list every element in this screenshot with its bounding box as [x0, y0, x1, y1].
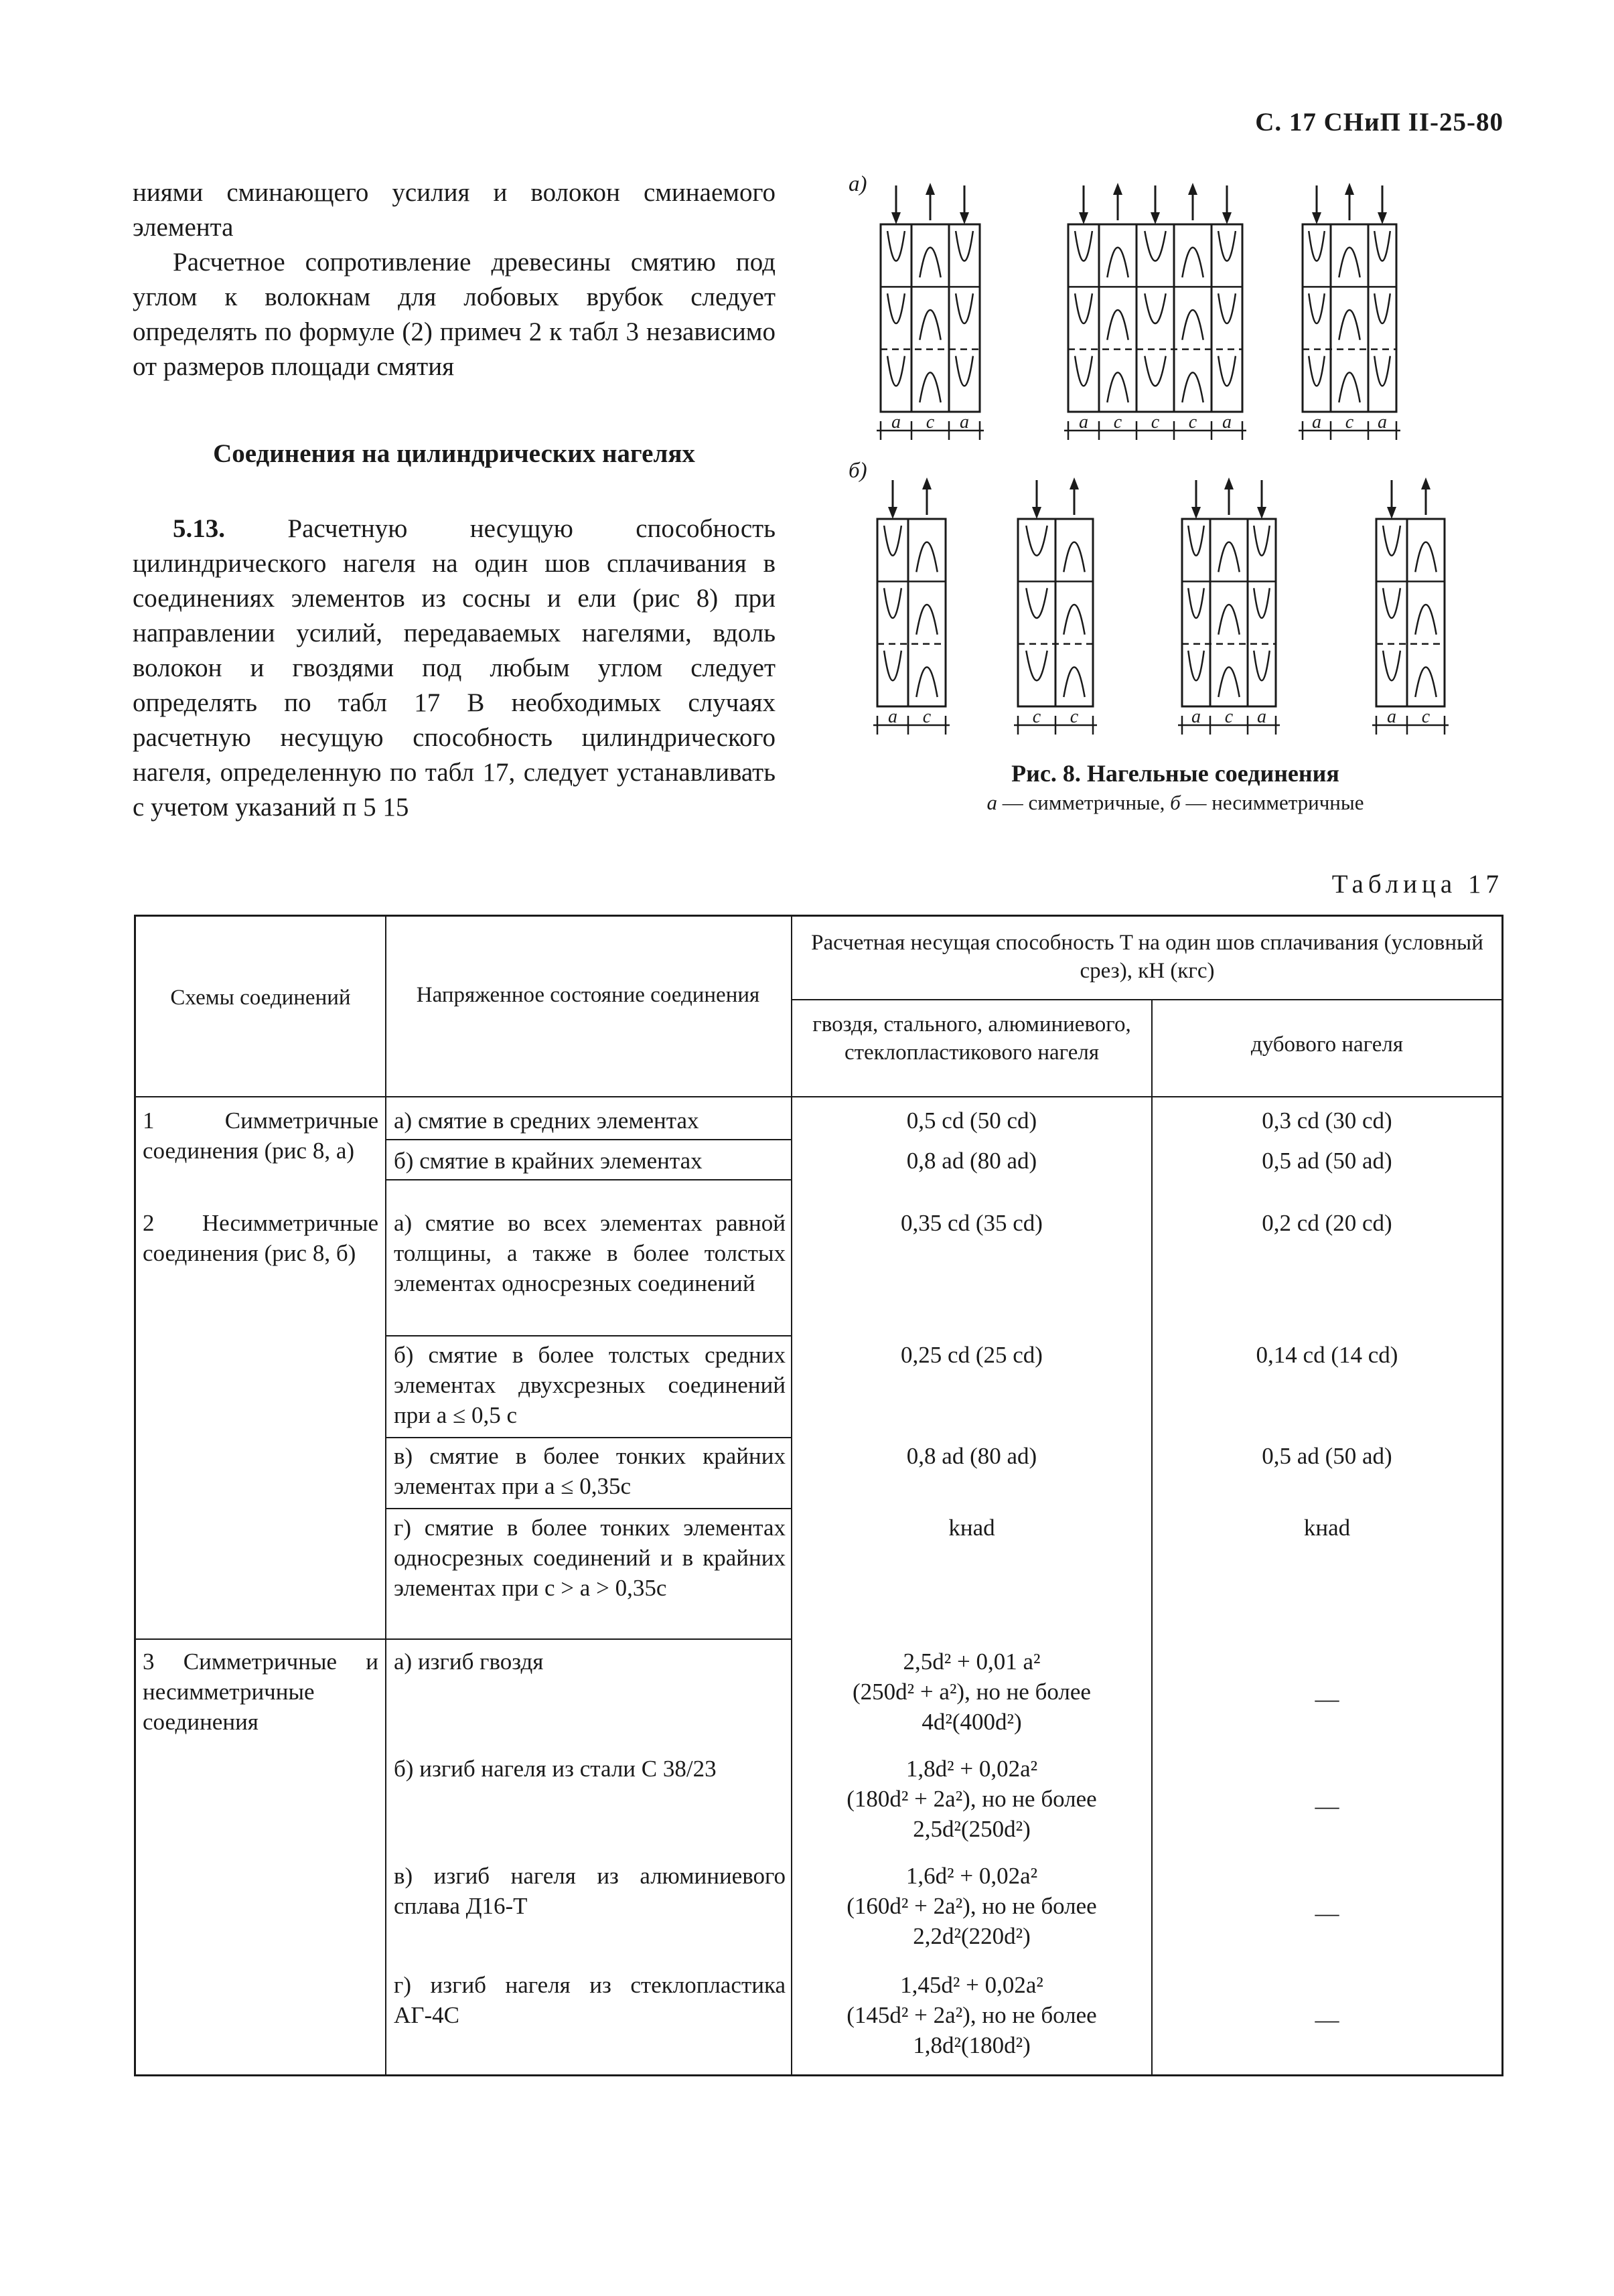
- dowel-curve: [1075, 356, 1092, 386]
- header-capacity-text: Расчетная несущая способность T на один шов сплачивания (условный срез), кН (кгс): [811, 931, 1483, 983]
- dimension-label: c: [922, 706, 932, 727]
- dowel-curve: [1218, 542, 1239, 572]
- dowel-curve: [887, 231, 905, 261]
- state-g2-d: г) смятие в более тонких элементах односрезных соединений и в крайних элементах при c > a > 0,35c: [394, 1515, 786, 1601]
- caption-text-a: — симметричные,: [997, 791, 1171, 814]
- dimension-label: a: [960, 412, 969, 433]
- dowel-curve: [920, 372, 940, 402]
- dowel-curve: [1218, 356, 1236, 386]
- steel-g3-a-line1: 2,5d² + 0,01 a²: [903, 1649, 1041, 1675]
- steel-g3-c-line2: (160d² + 2a²), но не более: [847, 1893, 1097, 1919]
- steel-g3-d-line3: 1,8d²(180d²): [913, 2032, 1031, 2058]
- dimension-label: a: [1312, 412, 1321, 433]
- dowel-curve: [1309, 356, 1325, 386]
- force-arrow-head: [1421, 477, 1430, 489]
- force-arrow-head: [922, 477, 932, 489]
- state-g2-a: а) смятие во всех элементах равной толщины, а также в более толстых элементах односрезных соединений: [394, 1210, 786, 1296]
- state-g3-c: в) изгиб нагеля из алюминиевого сплава Д16-Т: [394, 1863, 786, 1919]
- steel-g2-b: 0,25 cd (25 cd): [901, 1342, 1043, 1368]
- dowel-curve: [1107, 310, 1128, 340]
- caption-text-b: — несимметричные: [1180, 791, 1364, 814]
- row-separator: [385, 1335, 791, 1336]
- steel-g3-a-line2: (250d² + a²), но не более: [853, 1679, 1091, 1705]
- figure-caption: [840, 758, 1510, 817]
- header-oak-dowel: дубового нагеля: [1250, 1032, 1404, 1057]
- force-arrow-head: [1222, 212, 1232, 224]
- force-arrow-head: [1151, 212, 1160, 224]
- dowel-curve: [1063, 667, 1084, 697]
- steel-g3-b-line1: 1,8d² + 0,02a²: [905, 1756, 1038, 1782]
- dowel-curve: [1107, 372, 1128, 402]
- dowel-curve: [884, 588, 901, 618]
- panel-a-label: а): [849, 172, 867, 196]
- panel-b-label: б): [849, 459, 867, 483]
- steel-g3-a-line3: 4d²(400d²): [922, 1709, 1022, 1735]
- row-separator: [385, 1179, 791, 1180]
- dowel-curve: [1254, 526, 1270, 556]
- dowel-curve: [1254, 588, 1270, 618]
- dimension-label: c: [1070, 706, 1079, 727]
- dowel-curve: [884, 651, 901, 681]
- steel-g3-b: [799, 1754, 1145, 1844]
- scheme-sym-asym: 3 Симметричные и несимметричные соединения: [143, 1649, 378, 1735]
- steel-g3-c-line1: 1,6d² + 0,02a²: [905, 1863, 1038, 1889]
- force-arrow-head: [1257, 507, 1266, 519]
- dimension-label: a: [1222, 412, 1232, 433]
- dowel-curve: [1309, 293, 1325, 323]
- dowel-curve: [1026, 651, 1047, 681]
- table-header-bottom: [136, 1096, 1501, 1097]
- force-arrow-head: [1312, 212, 1321, 224]
- dowel-curve: [1339, 372, 1360, 402]
- dimension-label: a: [888, 706, 897, 727]
- force-arrow-head: [1032, 507, 1041, 519]
- force-arrow-head: [888, 507, 897, 519]
- oak-g2-d: kнad: [1303, 1515, 1351, 1541]
- dowel-curve: [884, 526, 901, 556]
- row-separator: [385, 1508, 791, 1509]
- caption-letter-b: б: [1170, 791, 1181, 814]
- dowel-curve: [1063, 605, 1084, 635]
- header-steel-dowel: гвоздя, стального, алюминиевого, стеклопластикового нагеля: [812, 1012, 1131, 1065]
- force-arrow-head: [1079, 212, 1088, 224]
- dimension-label: c: [1188, 412, 1197, 433]
- dowel-curve: [956, 293, 973, 323]
- dowel-curve: [887, 293, 905, 323]
- figure-8-dowel-joints: [840, 171, 1510, 760]
- dowel-curve: [887, 356, 905, 386]
- table-col-divider: [385, 917, 386, 2074]
- dowel-curve: [1026, 526, 1047, 556]
- dimension-label: c: [926, 412, 935, 433]
- oak-g3-c: —: [1315, 1900, 1339, 1926]
- state-g3-b: б) изгиб нагеля из стали С 38/23: [394, 1756, 717, 1782]
- dowel-curve: [1145, 293, 1165, 323]
- dowel-curve: [1383, 651, 1400, 681]
- force-arrow-head: [1387, 507, 1396, 519]
- dowel-curve: [1383, 588, 1400, 618]
- steel-g2-c: 0,8 ad (80 ad): [906, 1443, 1037, 1469]
- figure-caption-subtitle: [840, 789, 1510, 817]
- dowel-curve: [1218, 605, 1239, 635]
- dimension-label: a: [891, 412, 901, 433]
- dowel-curve: [916, 542, 937, 572]
- dimension-label: c: [1421, 706, 1430, 727]
- dowel-curve: [1374, 356, 1390, 386]
- force-arrow-head: [1191, 507, 1201, 519]
- dimension-label: c: [1224, 706, 1234, 727]
- dimension-label: a: [1378, 412, 1387, 433]
- dowel-curve: [1182, 372, 1203, 402]
- paragraph-bearing-resistance: Расчетное сопротивление древесины смятию под углом к волокнам для лобовых врубок следует определять по формуле (2) примеч 2 к табл 3 независимо от размеров площади смятия: [133, 248, 776, 381]
- table-col-divider: [791, 917, 792, 2074]
- figure-caption-title: Рис. 8. Нагельные соединения: [1011, 760, 1339, 787]
- oak-g1-b: 0,5 ad (50 ad): [1262, 1148, 1392, 1174]
- dowel-curve: [1145, 356, 1165, 386]
- dimension-label: c: [1151, 412, 1160, 433]
- dowel-curve: [1339, 248, 1360, 278]
- figure-drawing: [840, 171, 1510, 760]
- row-separator: [385, 1139, 791, 1140]
- dowel-curve: [1145, 231, 1165, 261]
- dowel-curve: [1218, 231, 1236, 261]
- table-label: Таблица 17: [1331, 870, 1503, 899]
- dowel-curve: [1063, 542, 1084, 572]
- dowel-curve: [956, 231, 973, 261]
- steel-g3-c: [799, 1861, 1145, 1951]
- dowel-curve: [1188, 651, 1204, 681]
- dimension-label: a: [1191, 706, 1201, 727]
- force-arrow-head: [1188, 183, 1197, 195]
- dowel-curve: [916, 605, 937, 635]
- force-arrow-head: [1113, 183, 1122, 195]
- clause-5-13: [133, 512, 776, 825]
- dowel-curve: [1218, 293, 1236, 323]
- table-col-divider: [1151, 1000, 1153, 2074]
- steel-g1-b: 0,8 ad (80 ad): [906, 1148, 1037, 1174]
- dowel-curve: [920, 248, 940, 278]
- state-g1-b: б) смятие в крайних элементах: [394, 1148, 703, 1174]
- dowel-curve: [1374, 293, 1390, 323]
- steel-g3-c-line3: 2,2d²(220d²): [913, 1923, 1031, 1949]
- oak-g2-a: 0,2 cd (20 cd): [1262, 1210, 1392, 1236]
- dowel-curve: [1075, 293, 1092, 323]
- steel-g2-a: 0,35 cd (35 cd): [901, 1210, 1043, 1236]
- clause-number: 5.13.: [173, 514, 225, 543]
- joint-outline: [881, 224, 980, 412]
- joint-outline: [1303, 224, 1396, 412]
- dowel-curve: [1182, 310, 1203, 340]
- oak-g1-a: 0,3 cd (30 cd): [1262, 1107, 1392, 1134]
- dowel-curve: [1075, 231, 1092, 261]
- steel-g3-d-line2: (145d² + 2a²), но не более: [847, 2002, 1097, 2028]
- oak-g2-b: 0,14 cd (14 cd): [1256, 1342, 1398, 1368]
- clause-text: Расчетную несущую способность цилиндрического нагеля на один шов сплачивания в соединениях элементов из сосны и ели (рис 8) при направлении усилий, передаваемых нагелями, вдоль волокон и гвоздями под любым углом следует определять по табл 17 В необходимых случаях расчетную несущую способность цилиндрического нагеля, определенную по табл 17, следует устанавливать с учетом указаний п 5 15: [133, 514, 776, 822]
- dowel-curve: [1383, 526, 1400, 556]
- state-g3-a: а) изгиб гвоздя: [394, 1649, 544, 1675]
- running-header: С. 17 СНиП II-25-80: [1255, 108, 1503, 137]
- dowel-curve: [1309, 231, 1325, 261]
- force-arrow-head: [926, 183, 935, 195]
- force-arrow-head: [1070, 477, 1079, 489]
- caption-letter-a: а: [986, 791, 997, 814]
- dowel-curve: [1374, 231, 1390, 261]
- dowel-curve: [1339, 310, 1360, 340]
- joint-outline: [1182, 519, 1276, 706]
- oak-g3-d: —: [1315, 2006, 1339, 2033]
- force-arrow-head: [960, 212, 969, 224]
- state-g2-b: б) смятие в более толстых средних элементах двухсрезных соединений при a ≤ 0,5 c: [394, 1342, 786, 1428]
- force-arrow-head: [1345, 183, 1354, 195]
- table-17: [134, 915, 1503, 2076]
- state-g3-d: г) изгиб нагеля из стеклопластика АГ-4С: [394, 1972, 786, 2028]
- group-separator: [136, 1638, 791, 1640]
- dowel-curve: [1415, 542, 1436, 572]
- dimension-label: a: [1387, 706, 1396, 727]
- dimension-label: a: [1079, 412, 1088, 433]
- steel-g3-b-line2: (180d² + 2a²), но не более: [847, 1786, 1097, 1812]
- row-separator: [385, 1437, 791, 1438]
- oak-g3-b: —: [1315, 1792, 1339, 1819]
- dowel-curve: [956, 356, 973, 386]
- state-g2-c: в) смятие в более тонких крайних элементах при a ≤ 0,35c: [394, 1443, 786, 1499]
- steel-g1-a: 0,5 cd (50 cd): [906, 1107, 1037, 1134]
- dowel-curve: [1188, 526, 1204, 556]
- table-header-divider: [791, 999, 1501, 1000]
- dowel-curve: [1218, 667, 1239, 697]
- oak-g2-c: 0,5 ad (50 ad): [1262, 1443, 1392, 1469]
- dowel-curve: [1107, 248, 1128, 278]
- left-column: [133, 175, 776, 825]
- force-arrow-head: [1378, 212, 1387, 224]
- paragraph-continuation: ниями сминающего усилия и волокон сминаемого элемента: [133, 178, 776, 242]
- header-capacity-group: [799, 929, 1495, 985]
- header-schemes: Схемы соединений: [170, 986, 351, 1010]
- dowel-curve: [920, 310, 940, 340]
- joint-outline: [1068, 224, 1242, 412]
- section-heading: Соединения на цилиндрических нагелях: [213, 439, 695, 468]
- scheme-asymmetric: 2 Несимметричные соединения (рис 8, б): [143, 1210, 378, 1266]
- scheme-symmetric: 1 Симметричные соединения (рис 8, а): [143, 1107, 378, 1164]
- steel-g2-d: kнad: [948, 1515, 995, 1541]
- dowel-curve: [1188, 588, 1204, 618]
- steel-g3-d-line1: 1,45d² + 0,02a²: [900, 1972, 1043, 1998]
- force-arrow-head: [891, 212, 901, 224]
- dowel-curve: [916, 667, 937, 697]
- steel-g3-d: [799, 1970, 1145, 2060]
- dowel-curve: [1254, 651, 1270, 681]
- dimension-label: c: [1032, 706, 1041, 727]
- dimension-label: c: [1113, 412, 1122, 433]
- dimension-label: a: [1257, 706, 1266, 727]
- steel-g3-a: [799, 1647, 1145, 1737]
- dowel-curve: [1026, 588, 1047, 618]
- force-arrow-head: [1224, 477, 1234, 489]
- steel-g3-b-line3: 2,5d²(250d²): [913, 1816, 1031, 1842]
- dowel-curve: [1415, 667, 1436, 697]
- oak-g3-a: —: [1315, 1685, 1339, 1712]
- header-stress-state: Напряженное состояние соединения: [416, 983, 760, 1007]
- state-g1-a: а) смятие в средних элементах: [394, 1107, 699, 1134]
- dowel-curve: [1182, 248, 1203, 278]
- dimension-label: c: [1345, 412, 1354, 433]
- dowel-curve: [1415, 605, 1436, 635]
